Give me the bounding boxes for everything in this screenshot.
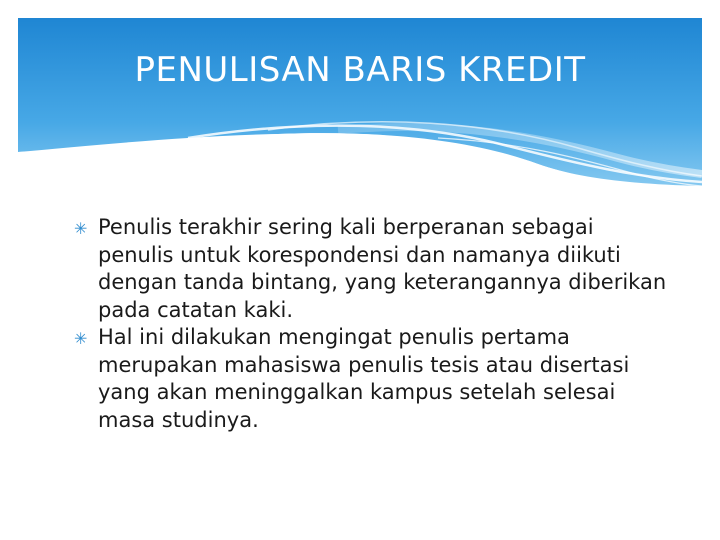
bullet-list: [74, 214, 674, 434]
header-band: [18, 18, 702, 198]
slide-title: PENULISAN BARIS KREDIT: [134, 50, 586, 90]
asterisk-bullet-icon: ✳: [74, 329, 88, 348]
bullet-text: Hal ini dilakukan mengingat penulis pertama merupakan mahasiswa penulis tesis atau disertasi yang akan meninggalkan kampus setelah selesai masa studinya.: [98, 325, 630, 432]
bullet-item-1: [74, 214, 674, 324]
bullet-text: Penulis terakhir sering kali berperanan sebagai penulis untuk korespondensi dan namanya diikuti dengan tanda bintang, yang keterangannya diberikan pada catatan kaki.: [98, 215, 667, 322]
bullet-item-2: [74, 324, 674, 434]
asterisk-bullet-icon: ✳: [74, 219, 88, 238]
header-wave-graphic: [18, 18, 702, 198]
